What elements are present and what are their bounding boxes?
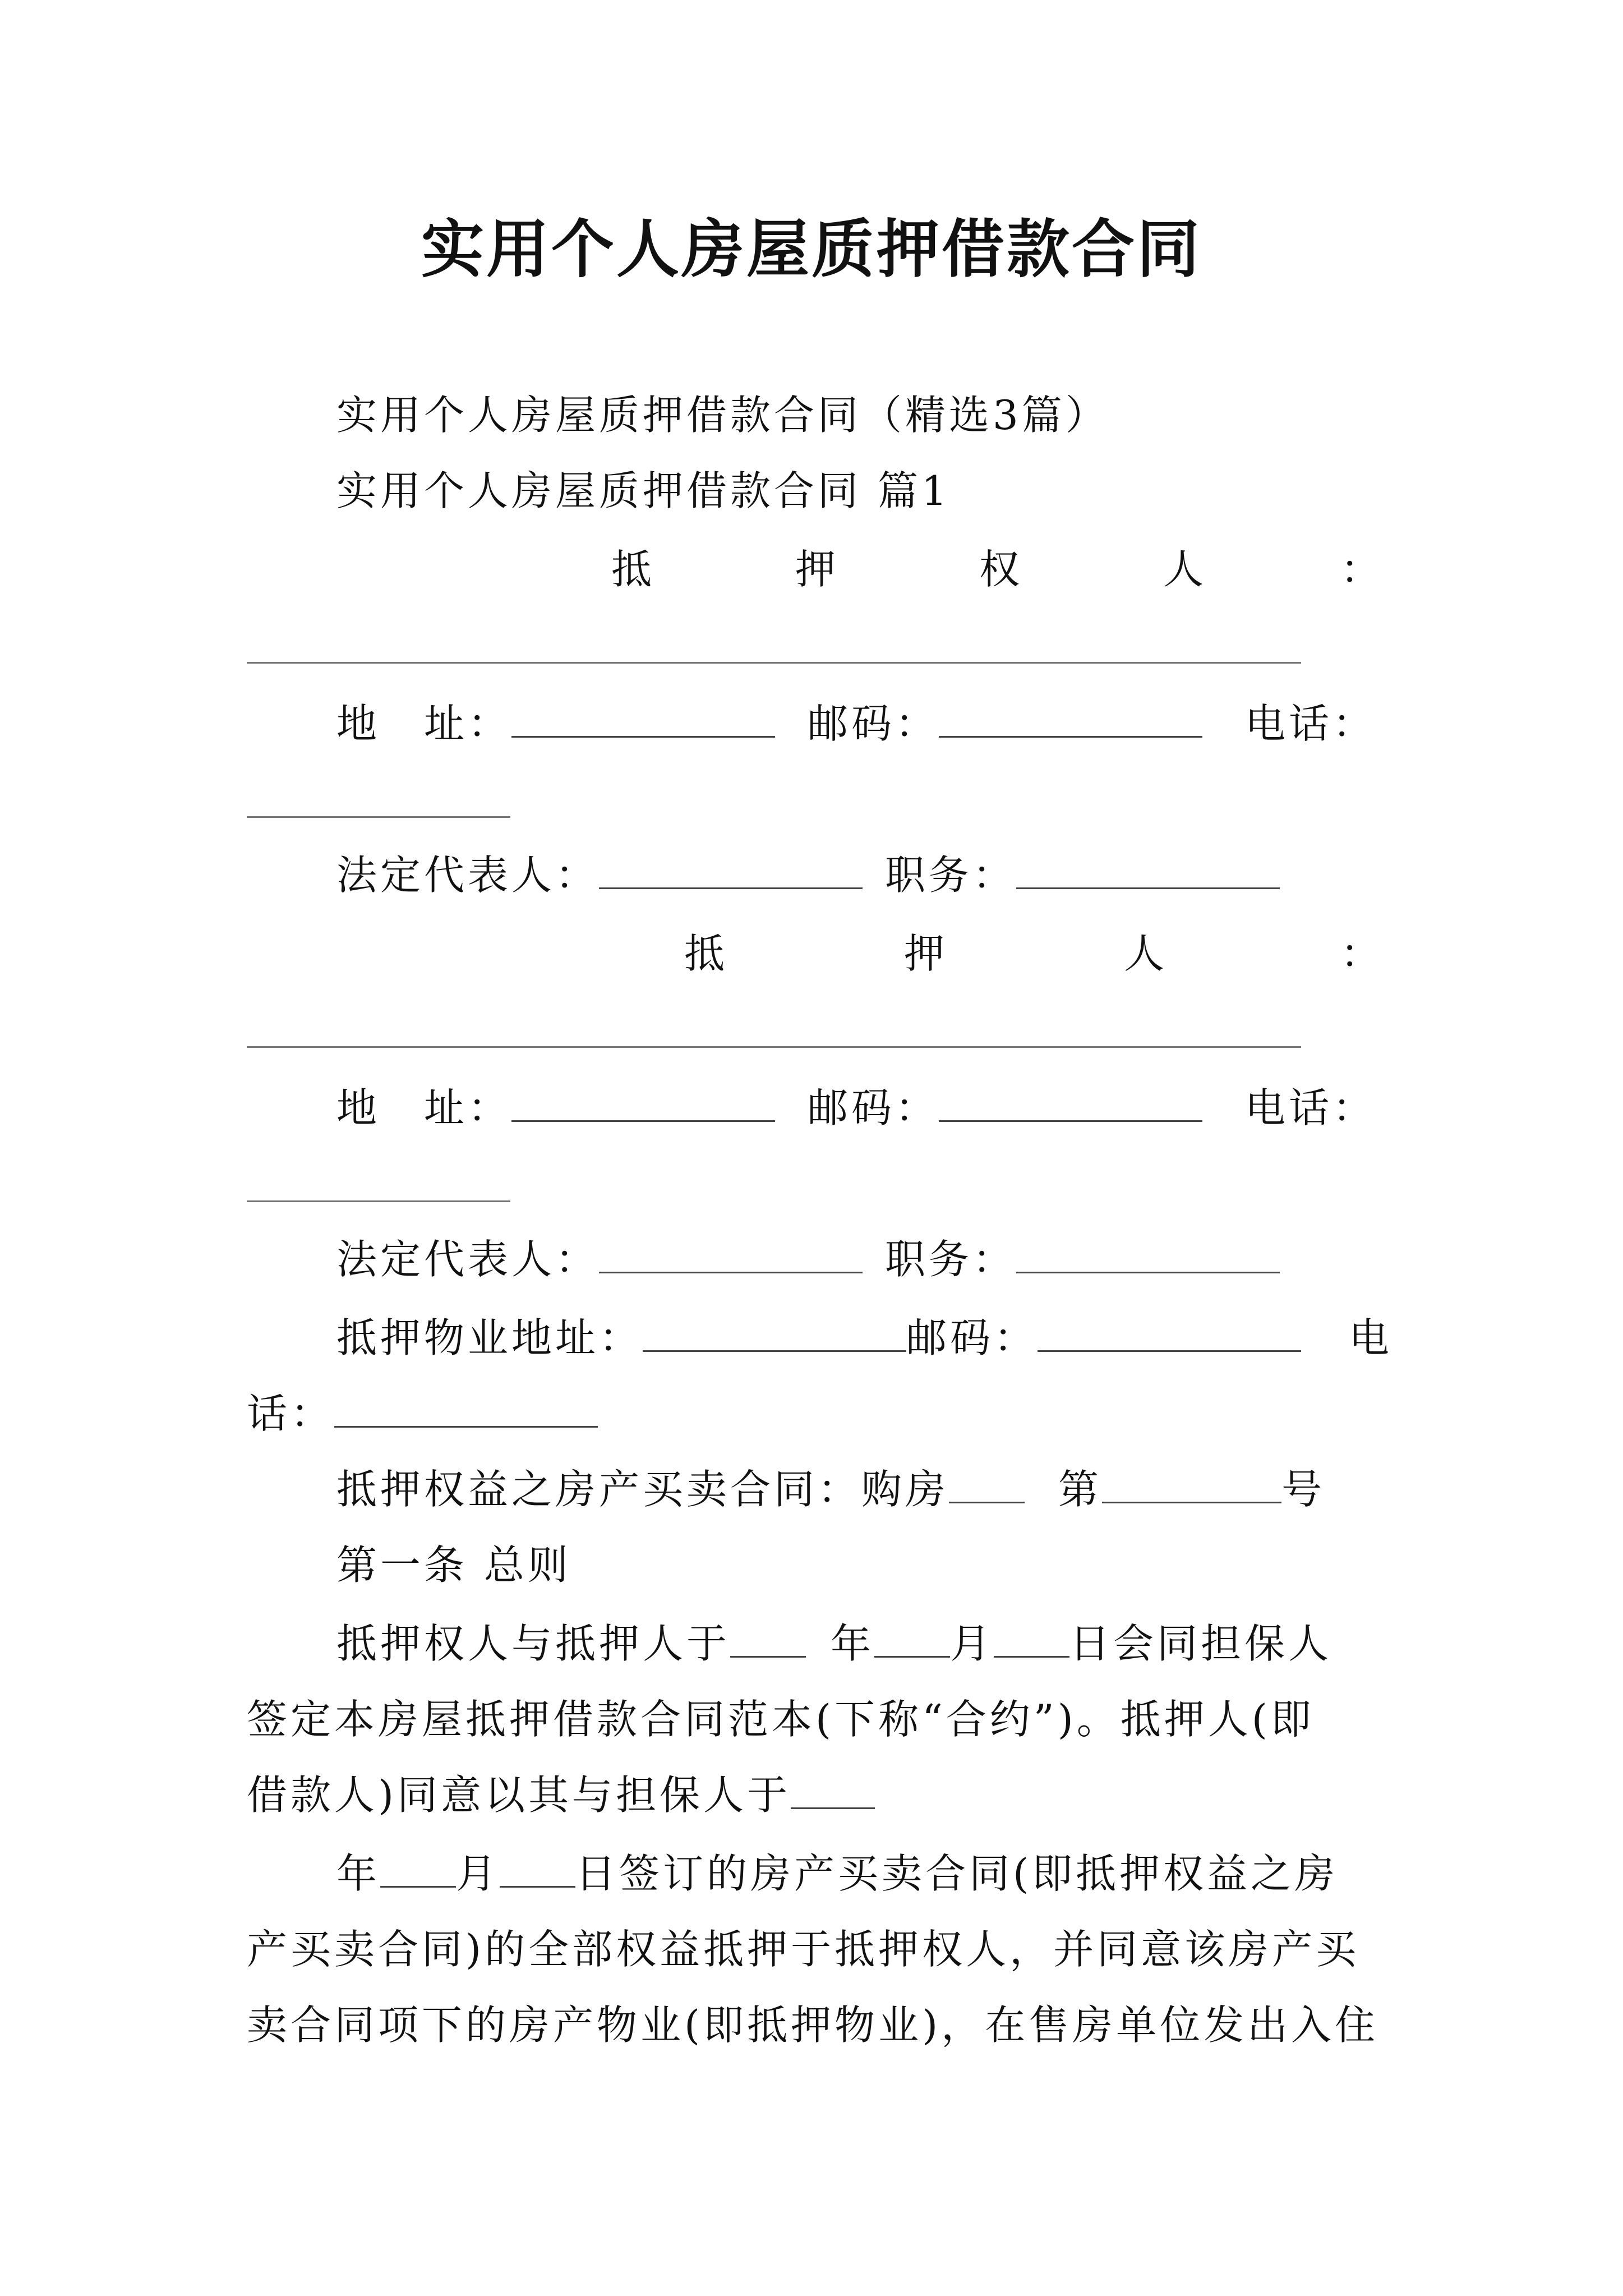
body-p1-blank-3 <box>994 1621 1069 1658</box>
mortgagor-rep-row <box>336 1231 863 1287</box>
contract-ref-blank-2 <box>1102 1467 1281 1503</box>
mortgagee-phone-blank <box>247 816 510 818</box>
body-p1-line2: 签定本房屋抵押借款合同范本(下称“合约”)。抵押人(即 <box>247 1696 1315 1743</box>
mortgagee-postcode-row <box>808 696 1202 752</box>
mortgagee-heading-char-3: 权 <box>979 546 1023 593</box>
mortgagor-address-row <box>336 1080 775 1136</box>
mortgagee-postcode-blank <box>939 701 1202 738</box>
mortgagor-heading-char-1: 抵 <box>684 930 728 977</box>
mortgagor-phone-label: 电话： <box>1245 1084 1377 1131</box>
body-p2-blank-1 <box>380 1851 456 1888</box>
mortgagee-address-blank <box>511 701 775 738</box>
mortgagee-name-line <box>247 662 1301 664</box>
body-p2-line2: 产买卖合同)的全部权益抵押于抵押权人，并同意该房产买 <box>247 1926 1360 1973</box>
mortgagor-heading-colon: ： <box>1340 930 1385 977</box>
body-p1-line3 <box>247 1767 875 1823</box>
mortgagor-position-blank <box>1016 1237 1280 1273</box>
mortgagee-position-row <box>885 847 1280 903</box>
mortgagor-heading-char-3: 人 <box>1124 930 1168 977</box>
mortgagee-heading-char-4: 人 <box>1163 546 1207 593</box>
body-p1-blank-2 <box>874 1621 950 1658</box>
body-p1-line3-text: 借款人)同意以其与担保人于 <box>247 1772 791 1819</box>
mortgagee-address-row <box>336 696 775 752</box>
body-p1-text-rest: 日会同担保人 <box>1069 1620 1332 1667</box>
contract-ref-row <box>336 1461 1325 1517</box>
section-heading: 实用个人房屋质押借款合同 篇1 <box>336 467 951 514</box>
mortgagor-address-blank <box>511 1085 775 1122</box>
body-p2-year: 年 <box>336 1850 381 1897</box>
property-phone-label-b: 话： <box>247 1390 335 1437</box>
property-postcode-label: 邮码： <box>906 1314 1038 1361</box>
property-phone-label-a: 电 <box>1349 1314 1393 1361</box>
body-p2-month: 月 <box>456 1850 500 1897</box>
mortgagor-rep-label: 法定代表人： <box>336 1236 600 1283</box>
mortgagor-postcode-row <box>808 1080 1202 1136</box>
mortgagor-position-row <box>885 1231 1280 1287</box>
contract-ref-di: 第 <box>1058 1466 1103 1513</box>
mortgagor-heading-char-2: 押 <box>904 930 948 977</box>
body-p2-blank-2 <box>500 1851 575 1888</box>
body-p1-text-a: 抵押权人与抵押人于 <box>336 1620 731 1667</box>
body-p1-year: 年 <box>831 1620 875 1667</box>
mortgagee-postcode-label: 邮码： <box>808 700 939 747</box>
mortgagor-rep-blank <box>599 1237 863 1273</box>
property-address-row <box>336 1310 1301 1366</box>
body-p1-line3-blank <box>791 1773 875 1809</box>
contract-ref-label: 抵押权益之房产买卖合同：购房 <box>336 1466 949 1513</box>
mortgagee-phone-label: 电话： <box>1245 700 1377 747</box>
mortgagor-postcode-blank <box>939 1085 1202 1122</box>
mortgagor-address-label: 地 址： <box>336 1084 512 1131</box>
mortgagee-position-blank <box>1016 853 1280 889</box>
body-p2-text-rest: 日签订的房产买卖合同(即抵押权益之房 <box>575 1850 1339 1897</box>
mortgagor-position-label: 职务： <box>885 1236 1017 1283</box>
document-title: 实用个人房屋质押借款合同 <box>421 213 1202 286</box>
property-address-blank <box>643 1315 906 1352</box>
property-address-label: 抵押物业地址： <box>336 1314 643 1361</box>
body-p2-line3: 卖合同项下的房产物业(即抵押物业)，在售房单位发出入住 <box>247 2001 1379 2049</box>
mortgagee-heading-colon: ： <box>1340 546 1385 593</box>
mortgagor-postcode-label: 邮码： <box>808 1084 939 1131</box>
mortgagee-rep-row <box>336 847 863 903</box>
mortgagee-heading-char-1: 抵 <box>611 546 656 593</box>
contract-ref-hao: 号 <box>1281 1466 1326 1513</box>
body-p1-month: 月 <box>950 1620 994 1667</box>
mortgagee-rep-blank <box>599 853 863 889</box>
contract-ref-blank-1 <box>949 1467 1025 1503</box>
mortgagor-phone-blank <box>247 1200 510 1202</box>
mortgagee-rep-label: 法定代表人： <box>336 852 600 899</box>
article-one-heading: 第一条 总则 <box>336 1542 571 1589</box>
mortgagee-position-label: 职务： <box>885 852 1017 899</box>
document-subtitle: 实用个人房屋质押借款合同（精选3篇） <box>336 392 1109 439</box>
body-p1-blank-1 <box>730 1621 806 1658</box>
mortgagee-heading-char-2: 押 <box>795 546 840 593</box>
body-p1-line1 <box>336 1616 1332 1672</box>
mortgagee-address-label: 地 址： <box>336 700 512 747</box>
property-phone-row <box>247 1386 598 1442</box>
mortgagor-name-line <box>247 1046 1301 1048</box>
property-phone-blank <box>334 1391 598 1428</box>
property-postcode-blank <box>1038 1315 1301 1352</box>
body-p2-line1 <box>336 1846 1338 1902</box>
